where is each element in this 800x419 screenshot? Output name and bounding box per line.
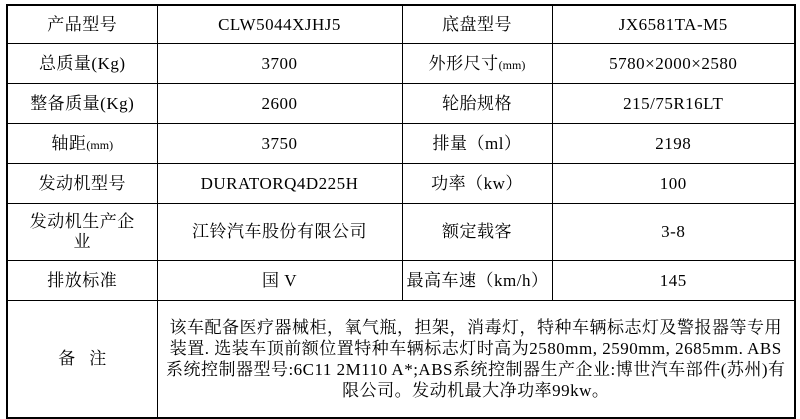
- row-value-tire-spec: 215/75R16LT: [552, 84, 795, 124]
- table-row: [7, 164, 795, 204]
- vehicle-spec-table: [6, 4, 796, 419]
- row-value-rated-passengers: 3-8: [552, 204, 795, 261]
- row-label-chassis-model: 底盘型号: [402, 5, 552, 44]
- row-value-dimensions: 5780×2000×2580: [552, 44, 795, 84]
- row-value-power: 100: [552, 164, 795, 204]
- row-label-emission-standard: 排放标准: [7, 261, 157, 301]
- table-row: [7, 44, 795, 84]
- table-row-note: [7, 301, 795, 419]
- row-label-dimensions: [402, 44, 552, 84]
- row-label-power: 功率（kw）: [402, 164, 552, 204]
- row-value-engine-manufacturer: 江铃汽车股份有限公司: [157, 204, 402, 261]
- table-row: [7, 204, 795, 261]
- row-label-displacement: 排量（ml）: [402, 124, 552, 164]
- dimensions-label-text: 外形尺寸: [428, 53, 499, 73]
- engine-manufacturer-label-line2: 业: [73, 232, 91, 251]
- row-value-note: [157, 301, 795, 419]
- table-row: [7, 261, 795, 301]
- wheelbase-label-unit: (mm): [86, 137, 114, 152]
- row-label-rated-passengers: 额定载客: [402, 204, 552, 261]
- row-label-max-speed: 最高车速（km/h）: [402, 261, 552, 301]
- row-value-gross-mass: 3700: [157, 44, 402, 84]
- table-row: [7, 124, 795, 164]
- row-value-product-model: CLW5044XJHJ5: [157, 5, 402, 44]
- dimensions-label-unit: (mm): [498, 57, 526, 72]
- row-label-product-model: 产品型号: [7, 5, 157, 44]
- row-value-chassis-model: JX6581TA-M5: [552, 5, 795, 44]
- engine-manufacturer-label-line1: 发动机生产企: [29, 211, 135, 231]
- row-label-note: [7, 301, 157, 419]
- note-label-text: 备注: [58, 349, 121, 369]
- row-label-tire-spec: 轮胎规格: [402, 84, 552, 124]
- row-value-emission-standard: 国 V: [157, 261, 402, 301]
- note-paragraph: 该车配备医疗器械柜，氧气瓶，担架，消毒灯，特种车辆标志灯及警报器等专用装置. 选装车顶前额位置特种车辆标志灯时高为2580mm, 2590mm, 2685mm. ABS系统控制器型号:6C11 2M110 A*;ABS系统控制器生产企业:博世汽车部件(苏州)有限公司。发动机最大净功率99kw。: [165, 317, 786, 401]
- row-value-max-speed: 145: [552, 261, 795, 301]
- table-row: [7, 5, 795, 44]
- row-label-wheelbase: [7, 124, 157, 164]
- table-row: [7, 84, 795, 124]
- row-label-engine-manufacturer: [7, 204, 157, 261]
- row-value-displacement: 2198: [552, 124, 795, 164]
- row-label-engine-model: 发动机型号: [7, 164, 157, 204]
- row-value-curb-mass: 2600: [157, 84, 402, 124]
- row-label-gross-mass: 总质量(Kg): [7, 44, 157, 84]
- row-label-curb-mass: 整备质量(Kg): [7, 84, 157, 124]
- row-value-engine-model: DURATORQ4D225H: [157, 164, 402, 204]
- wheelbase-label-text: 轴距: [51, 133, 87, 153]
- row-value-wheelbase: 3750: [157, 124, 402, 164]
